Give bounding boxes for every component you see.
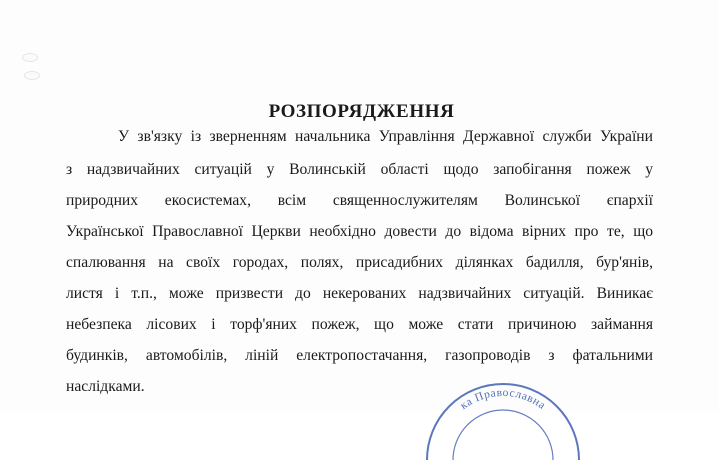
punch-hole-mark — [22, 53, 38, 62]
paragraph-line: наслідками. — [66, 378, 145, 395]
paragraph-line: будинків, автомобілів, ліній електропостачання, газопроводів з фатальними — [66, 347, 653, 364]
paragraph-line: У зв'язку із зверненням начальника Управління Державної служби України — [118, 128, 653, 145]
document-title: РОЗПОРЯДЖЕННЯ — [268, 101, 455, 122]
stamp-text: ка Православна — [458, 386, 548, 413]
paragraph-line: Української Православної Церкви необхідно довести до відома вірних про те, що — [66, 223, 653, 240]
paragraph-line: з надзвичайних ситуацій у Волинській області щодо запобігання пожеж у — [66, 161, 653, 178]
church-seal-stamp — [423, 380, 583, 460]
paragraph-line: природних екосистемах, всім священнослужителям Волинської єпархії — [66, 192, 653, 209]
punch-hole-mark — [24, 71, 40, 80]
paragraph-line: листя і т.п., може призвести до некерованих надзвичайних ситуацій. Виникає — [66, 285, 653, 302]
paragraph-line: спалювання на своїх городах, полях, присадибних ділянках бадилля, бур'янів, — [66, 254, 653, 271]
paragraph-line: небезпека лісових і торф'яних пожеж, що може стати причиною займання — [66, 316, 653, 333]
